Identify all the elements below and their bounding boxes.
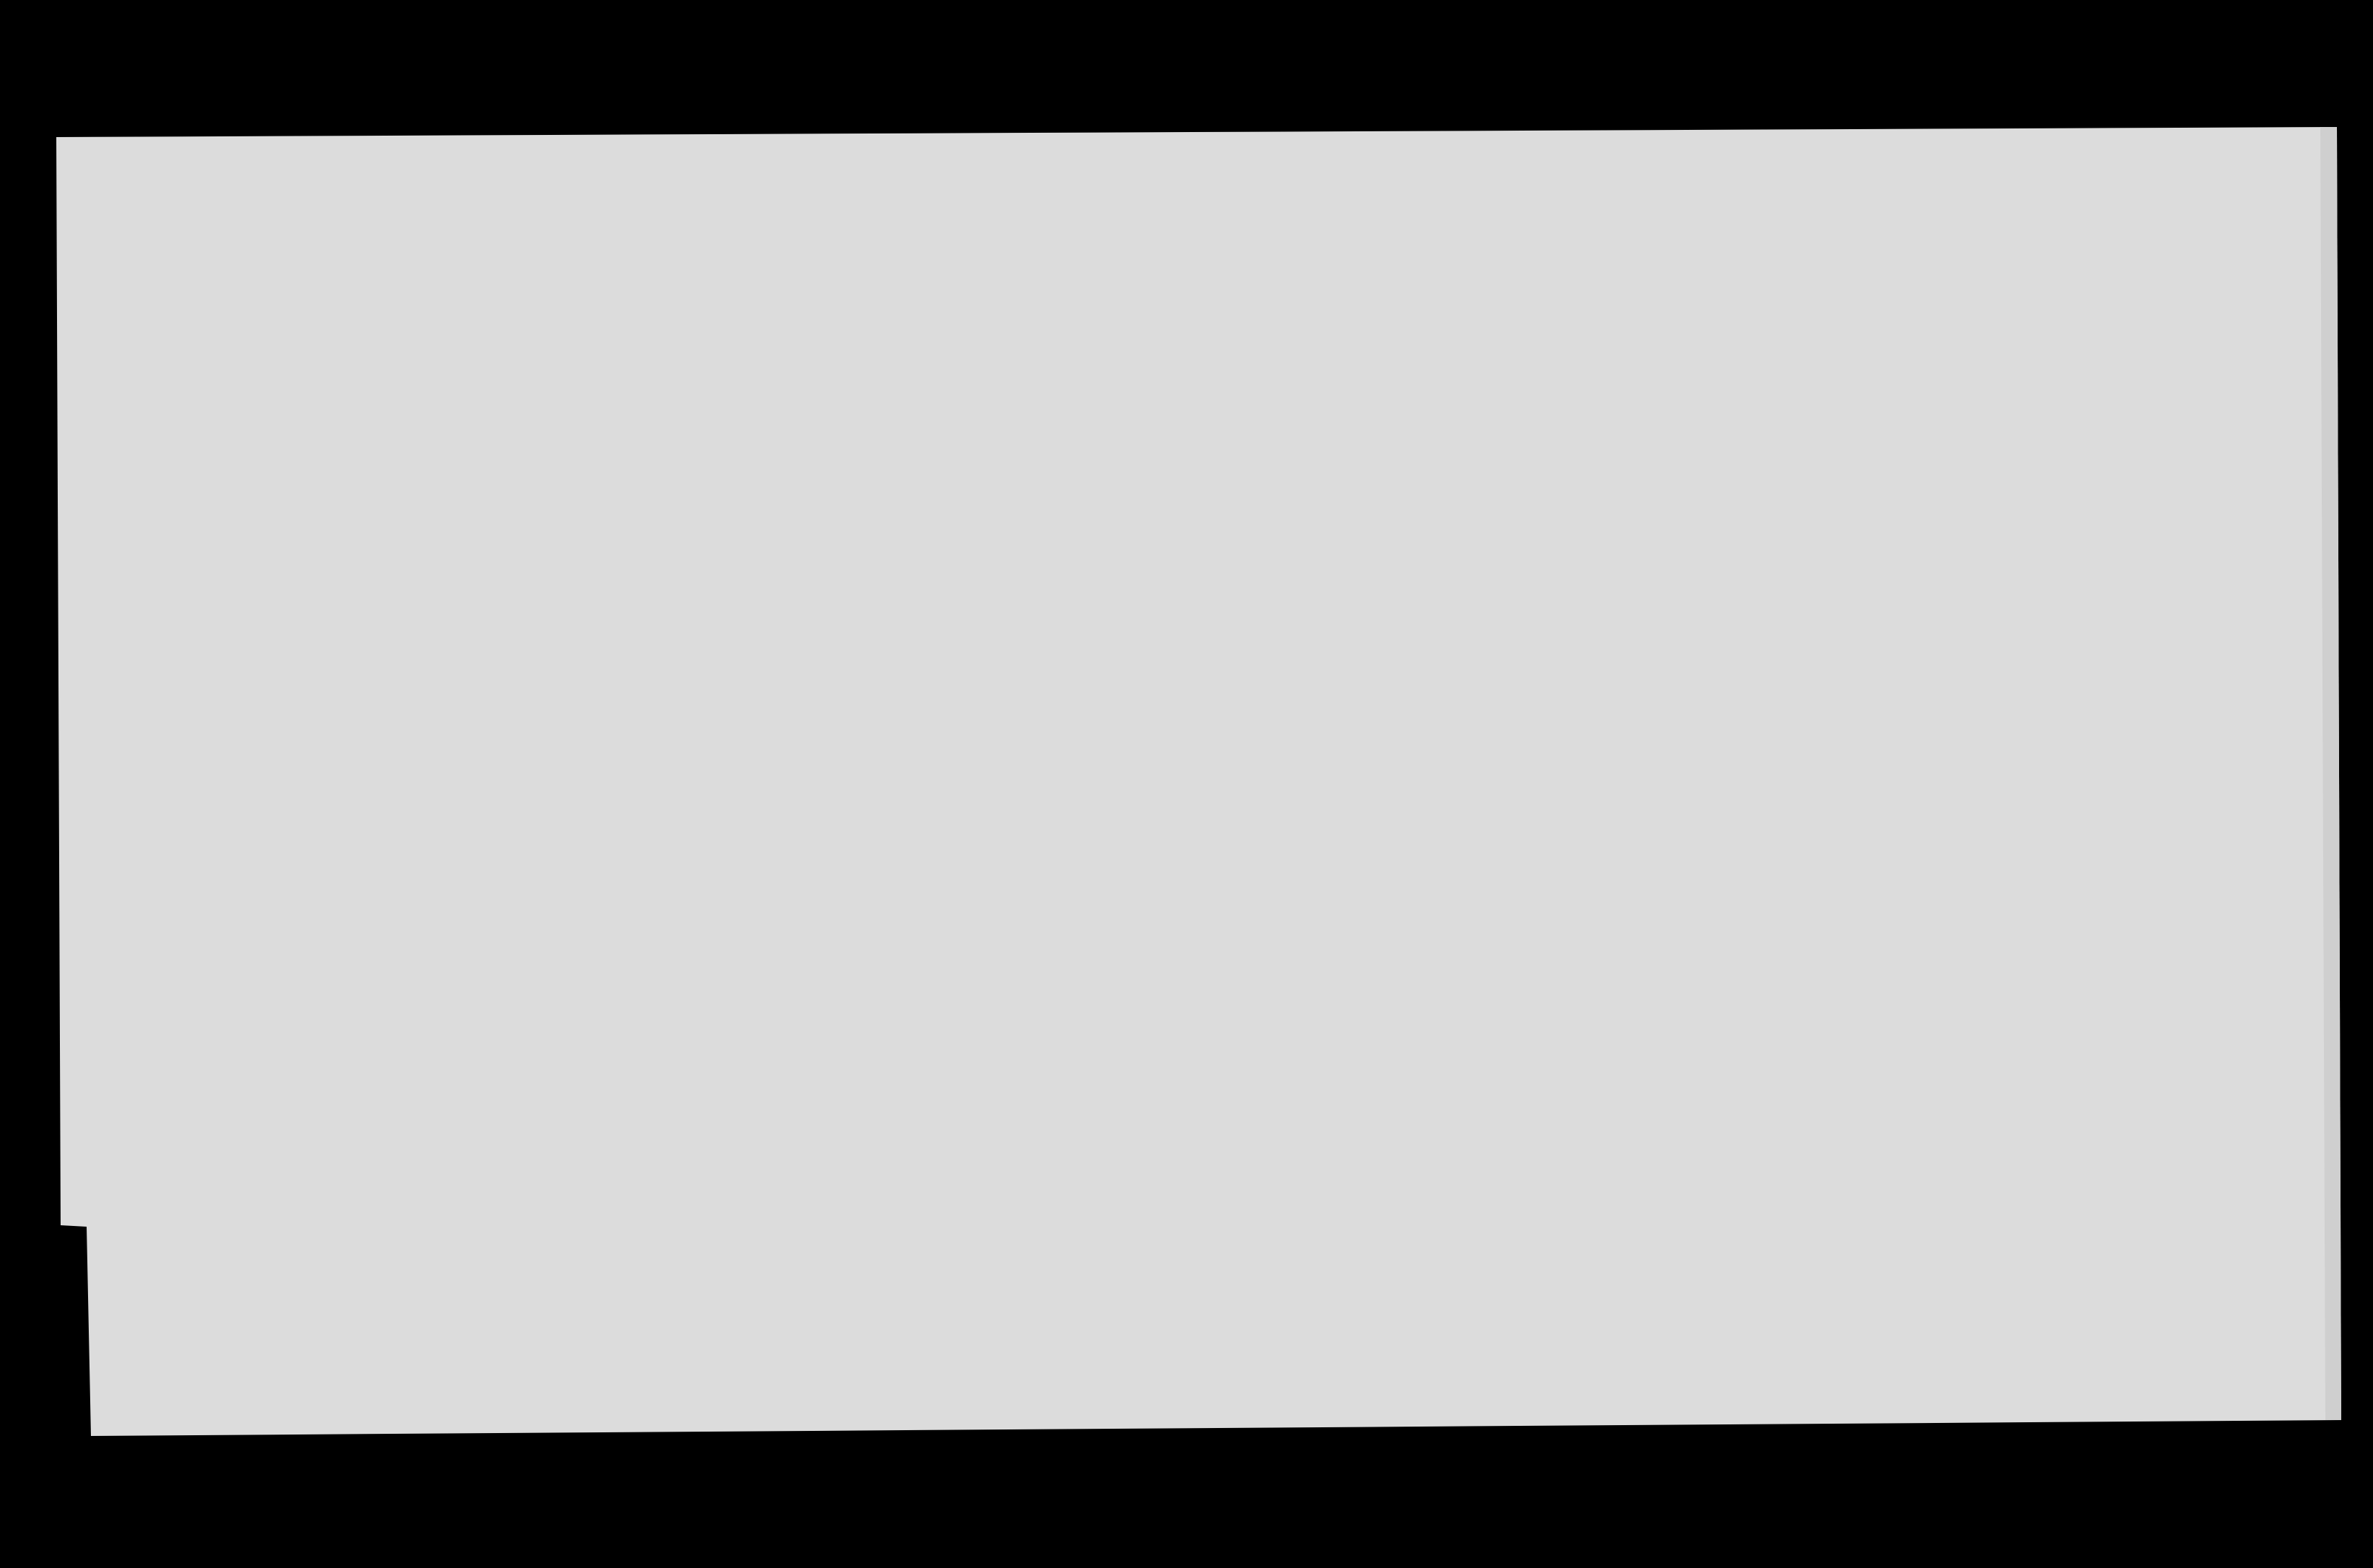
paper-sheet [56,127,2341,1436]
